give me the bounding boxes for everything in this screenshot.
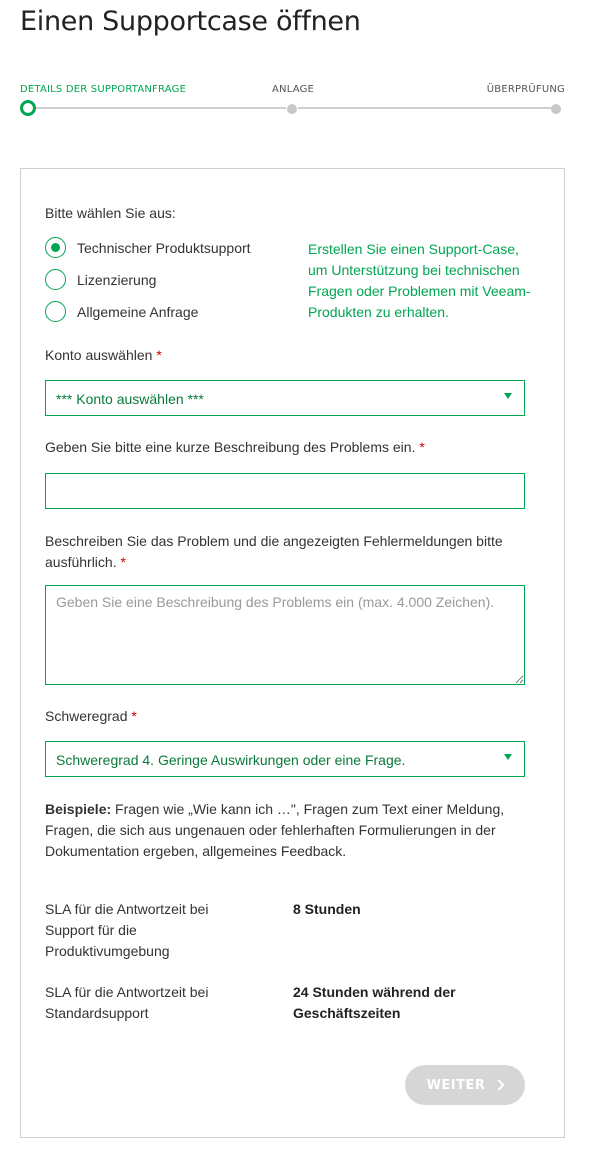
chevron-right-icon — [494, 1079, 505, 1090]
examples-prefix: Beispiele: — [45, 801, 112, 817]
short-description-label-text: Geben Sie bitte eine kurze Beschreibung des Problems ein. — [45, 439, 416, 455]
long-description-label-text: Beschreiben Sie das Problem und die angezeigten Fehlermeldungen bitte ausführlich. — [45, 533, 503, 570]
page-title: Einen Supportcase öffnen — [20, 6, 361, 37]
account-select-value: *** Konto auswählen *** — [56, 391, 204, 407]
severity-select-value: Schweregrad 4. Geringe Auswirkungen oder eine Frage. — [56, 752, 406, 768]
step-label-attachment: ANLAGE — [272, 84, 315, 95]
step-label-review: ÜBERPRÜFUNG — [486, 84, 565, 95]
long-description-label — [45, 531, 525, 573]
radio-general-inquiry[interactable] — [45, 301, 198, 322]
support-form-card — [20, 168, 565, 1138]
dropdown-arrow-icon — [504, 754, 512, 760]
radio-unchecked-icon[interactable] — [45, 269, 66, 290]
step-label-details: DETAILS DER SUPPORTANFRAGE — [20, 84, 187, 95]
radio-technical-support[interactable] — [45, 237, 251, 258]
account-select[interactable] — [45, 380, 525, 416]
sla-value-production: 8 Stunden — [293, 901, 361, 917]
severity-select[interactable] — [45, 741, 525, 777]
severity-label — [45, 708, 137, 724]
radio-label-licensing: Lizenzierung — [77, 271, 157, 288]
radio-unchecked-icon[interactable] — [45, 301, 66, 322]
sla-label-production: SLA für die Antwortzeit bei Support für die Produktivumgebung — [45, 901, 209, 959]
required-mark: * — [120, 554, 126, 570]
radio-checked-icon[interactable] — [45, 237, 66, 258]
severity-label-text: Schweregrad — [45, 708, 128, 724]
step-dot-details — [20, 100, 36, 116]
dropdown-arrow-icon — [504, 393, 512, 399]
choose-label: Bitte wählen Sie aus: — [45, 205, 176, 221]
sla-value-standard: 24 Stunden während der Geschäftszeiten — [293, 984, 456, 1021]
radio-label-general: Allgemeine Anfrage — [77, 303, 199, 320]
examples-text: Fragen wie „Wie kann ich …", Fragen zum Text einer Meldung, Fragen, die sich aus ungenauen oder fehlerhaften Formulierungen in der Dokumentation ergeben, allgemeines Feedback. — [45, 801, 505, 859]
radio-licensing[interactable] — [45, 269, 156, 290]
required-mark: * — [156, 347, 162, 363]
step-connector-2 — [298, 107, 553, 109]
long-description-textarea[interactable] — [45, 585, 525, 685]
short-description-label — [45, 439, 425, 455]
account-label — [45, 347, 162, 363]
short-description-input[interactable] — [45, 473, 525, 509]
next-button-label: WEITER — [426, 1077, 486, 1093]
step-dot-attachment — [287, 104, 297, 114]
required-mark: * — [131, 708, 137, 724]
sla-label-standard: SLA für die Antwortzeit bei Standardsupport — [45, 984, 209, 1021]
severity-examples — [45, 799, 515, 862]
step-connector-1 — [36, 107, 286, 109]
account-label-text: Konto auswählen — [45, 347, 153, 363]
case-type-description: Erstellen Sie einen Support-Case, um Unterstützung bei technischen Fragen oder Problemen mit Veeam-Produkten zu erhalten. — [308, 241, 531, 320]
step-dot-review — [551, 104, 561, 114]
radio-label-technical: Technischer Produktsupport — [77, 239, 251, 256]
next-button[interactable] — [405, 1065, 525, 1105]
required-mark: * — [419, 439, 425, 455]
progress-stepper — [20, 84, 565, 124]
